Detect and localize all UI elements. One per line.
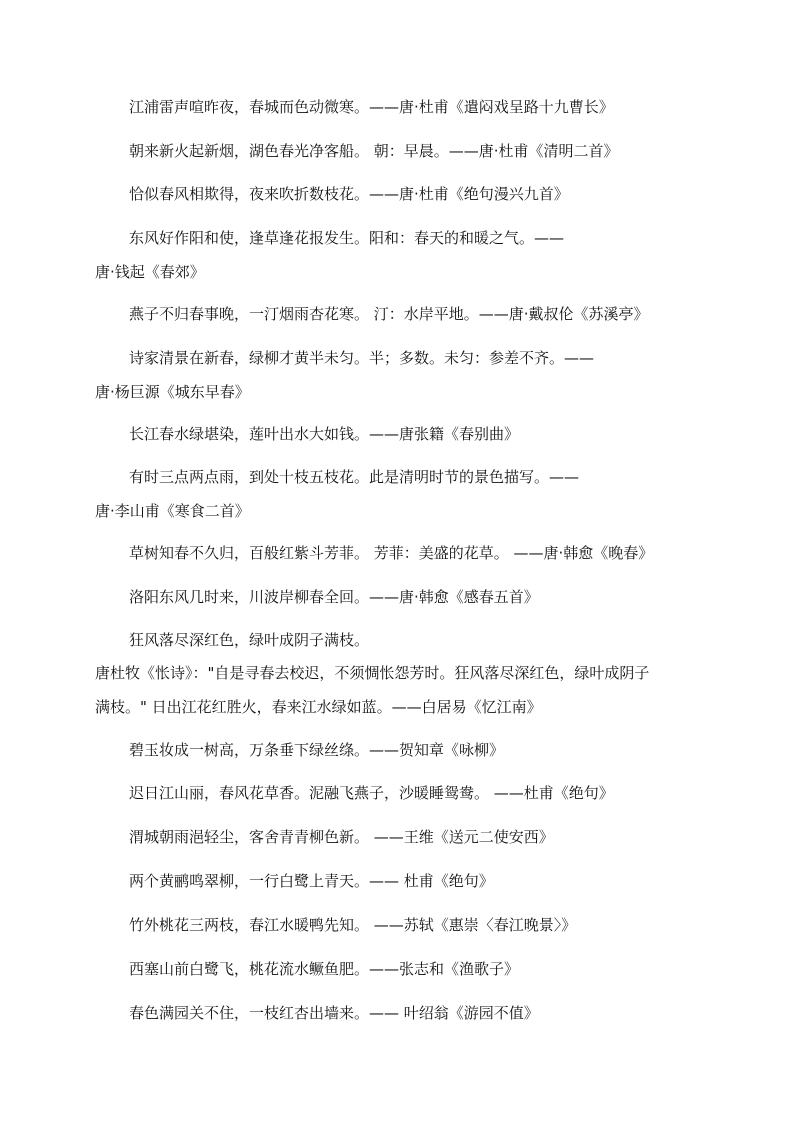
poem-line: 西塞山前白鹭飞，桃花流水鳜鱼肥。——张志和《渔歌子》: [129, 960, 520, 978]
poem-line: 诗家清景在新春，绿柳才黄半未匀。半；多数。未匀：参差不齐。——: [129, 349, 595, 367]
poem-line: 江浦雷声喧昨夜，春城而色动微寒。——唐·杜甫《遣闷戏呈路十九曹长》: [129, 98, 614, 116]
poem-line: 满枝。" 日出江花红胜火，春来江水绿如蓝。——白居易《忆江南》: [95, 698, 542, 716]
poem-line: 长江春水绿堪染，莲叶出水大如钱。——唐张籍《春别曲》: [129, 425, 520, 443]
poem-line: 唐·李山甫《寒食二首》: [95, 502, 250, 520]
poem-line: 迟日江山丽，春风花草香。泥融飞燕子，沙暖睡鸳鸯。 ——杜甫《绝句》: [129, 784, 614, 802]
poem-line: 朝来新火起新烟，湖色春光净客船。 朝：早晨。——唐·杜甫《清明二首》: [129, 142, 619, 160]
poem-line: 竹外桃花三两枝，春江水暖鸭先知。 ——苏轼《惠崇〈春江晚景〉》: [129, 916, 577, 934]
poem-line: 草树知春不久归，百般红紫斗芳菲。 芳菲：美盛的花草。 ——唐·韩愈《晚春》: [129, 544, 654, 562]
poem-line: 洛阳东风几时来，川波岸柳春全回。——唐·韩愈《感春五首》: [129, 588, 539, 606]
poem-line: 唐杜牧《怅诗》："自是寻春去校迟，不须惆怅怨芳时。狂风落尽深红色，绿叶成阴子: [95, 664, 650, 682]
poem-line: 渭城朝雨浥轻尘，客舍青青柳色新。 ——王维《送元二使安西》: [129, 828, 554, 846]
poem-line: 碧玉妆成一树高，万条垂下绿丝绦。——贺知章《咏柳》: [129, 741, 505, 759]
poem-line: 春色满园关不住，一枝红杏出墙来。—— 叶绍翁《游园不值》: [129, 1004, 539, 1022]
poem-line: 燕子不归春事晚，一汀烟雨杏花寒。 汀：水岸平地。——唐·戴叔伦《苏溪亭》: [129, 305, 649, 323]
poem-line: 有时三点两点雨，到处十枝五枝花。此是清明时节的景色描写。——: [129, 468, 580, 486]
poem-line: 唐·钱起《春郊》: [95, 263, 205, 281]
poem-line: 唐·杨巨源《城东早春》: [95, 383, 250, 401]
poem-line: 东风好作阳和使，逢草逢花报发生。阳和：春天的和暖之气。——: [129, 229, 565, 247]
poem-line: 两个黄鹂鸣翠柳，一行白鹭上青天。—— 杜甫《绝句》: [129, 872, 494, 890]
poem-line: 恰似春风相欺得，夜来吹折数枝花。——唐·杜甫《绝句漫兴九首》: [129, 185, 569, 203]
poem-line: 狂风落尽深红色，绿叶成阴子满枝。: [129, 631, 370, 649]
